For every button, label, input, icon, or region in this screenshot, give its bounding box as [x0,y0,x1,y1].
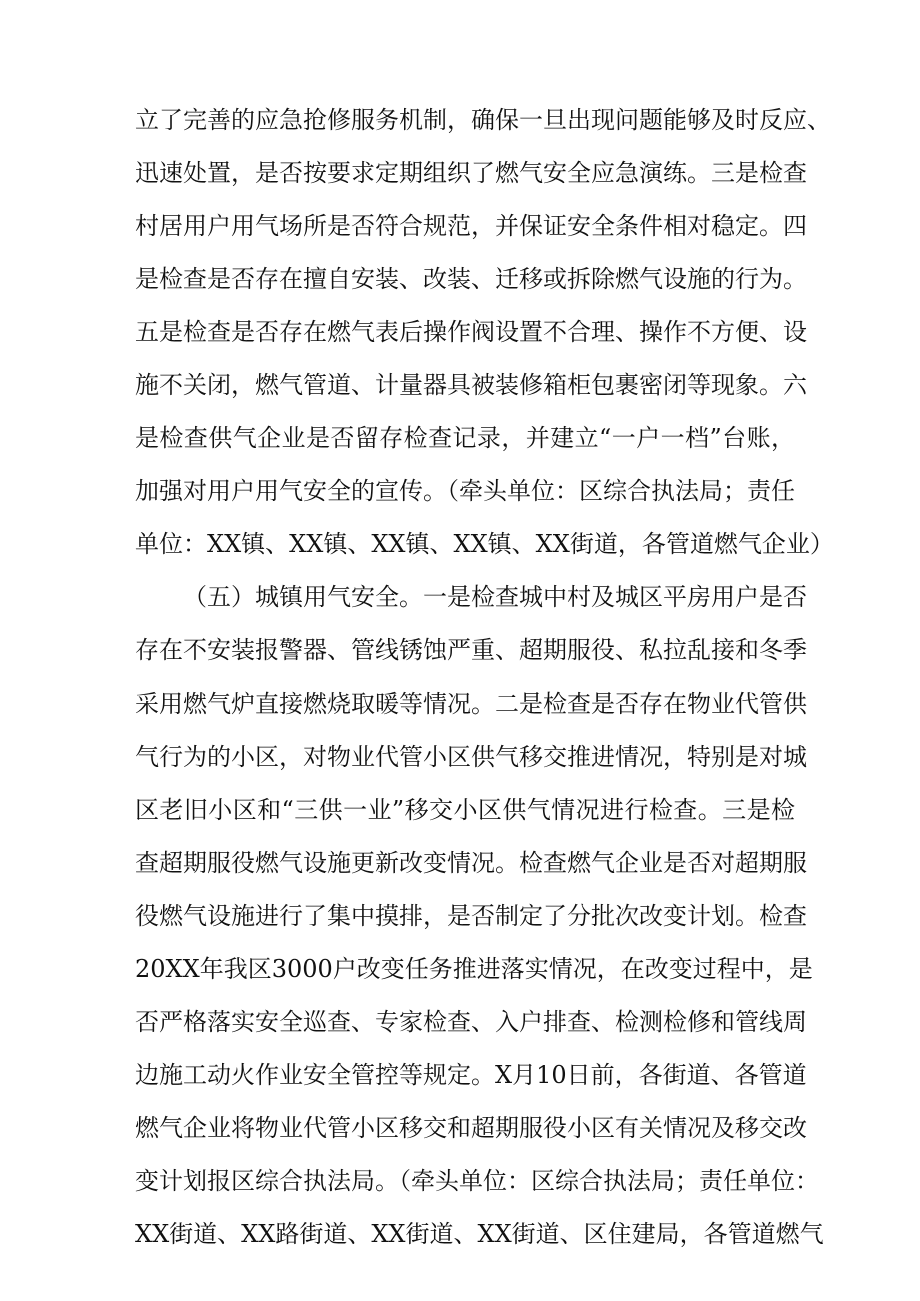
text-line: 役燃气设施进行了集中摸排，是否制定了分批次改变计划。检查 [135,902,807,930]
text-line: 采用燃气炉直接燃烧取暖等情况。二是检查是否存在物业代管供 [135,690,807,718]
text-line: 立了完善的应急抢修服务机制，确保一旦出现问题能够及时反应、 [135,106,831,134]
text-line: 加强对用户用气安全的宣传。（牵头单位：区综合执法局；责任 [135,477,795,505]
text-line: 气行为的小区，对物业代管小区供气移交推进情况，特别是对城 [135,743,807,771]
text-line: 单位：XX镇、XX镇、XX镇、XX镇、XX街道，各管道燃气企业） [135,530,834,558]
text-line: 村居用户用气场所是否符合规范，并保证安全条件相对稳定。四 [135,212,807,240]
text-line: 查超期服役燃气设施更新改变情况。检查燃气企业是否对超期服 [135,849,807,877]
text-line: 是检查是否存在擅自安装、改装、迁移或拆除燃气设施的行为。 [135,265,807,293]
text-line: 20XX年我区3000户改变任务推进落实情况，在改变过程中，是 [135,955,813,983]
text-line: 五是检查是否存在燃气表后操作阀设置不合理、操作不方便、设 [135,318,807,346]
text-line: 变计划报区综合执法局。（牵头单位：区综合执法局；责任单位： [135,1167,819,1195]
text-line: 否严格落实安全巡查、专家检查、入户排查、检测检修和管线周 [135,1008,807,1036]
text-line: 存在不安装报警器、管线锈蚀严重、超期服役、私拉乱接和冬季 [135,636,807,664]
text-line: 区老旧小区和“三供一业”移交小区供气情况进行检查。三是检 [135,796,795,824]
paragraph-first-line: （五）城镇用气安全。一是检查城中村及城区平房用户是否 [183,583,807,611]
text-line: XX街道、XX路街道、XX街道、XX街道、区住建局，各管道燃气 [135,1220,824,1248]
text-line: 迅速处置，是否按要求定期组织了燃气安全应急演练。三是检查 [135,159,807,187]
text-line: 燃气企业将物业代管小区移交和超期服役小区有关情况及移交改 [135,1114,807,1142]
text-line: 是检查供气企业是否留存检查记录，并建立“一户一档”台账， [135,424,795,452]
text-line: 施不关闭，燃气管道、计量器具被装修箱柜包裹密闭等现象。六 [135,371,807,399]
text-line: 边施工动火作业安全管控等规定。X月10日前，各街道、各管道 [135,1061,807,1089]
